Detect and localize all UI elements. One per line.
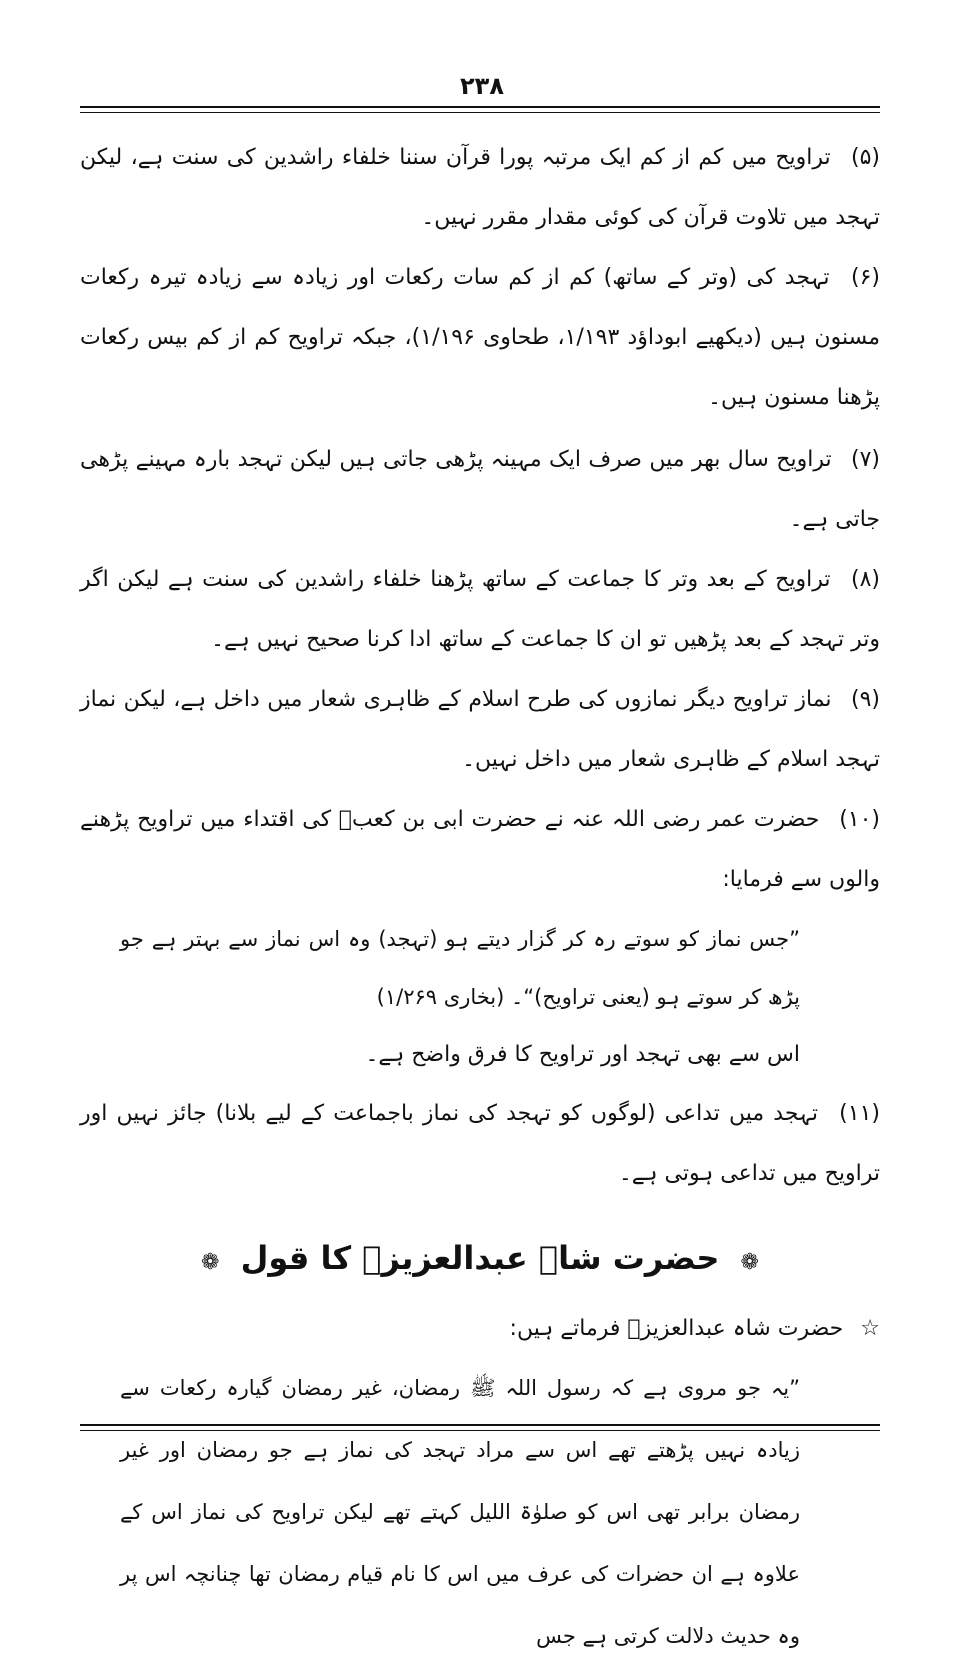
quote-umar: ”جس نماز کو سوتے رہ کر گزار دیتے ہو (تہجد) وہ اس نماز سے بہتر ہے جو پڑھ کر سوتے ہو (یعنی تراویح)“۔ (بخاری ۱/۲۶۹)	[120, 927, 800, 1009]
paragraph-6	[80, 248, 880, 428]
paragraph-text: تراویح میں کم از کم ایک مرتبہ پورا قرآن سننا خلفاء راشدین کی سنت ہے، لیکن تہجد میں تلاوت قرآن کی کوئی مقدار مقرر نہیں۔	[80, 145, 880, 230]
section-intro	[80, 1301, 880, 1357]
paragraph-10	[80, 790, 880, 910]
star-icon: ☆	[860, 1316, 880, 1341]
paragraph-8	[80, 550, 880, 670]
top-rule-thick	[80, 106, 880, 108]
section-heading	[80, 1228, 880, 1293]
ornament-icon: ❁	[740, 1250, 759, 1275]
paragraph-number: (۸)	[850, 567, 880, 592]
bottom-rule-thin	[80, 1430, 880, 1431]
paragraph-number: (۹)	[850, 687, 880, 712]
paragraph-number: (۱۱)	[839, 1101, 880, 1126]
paragraph-number: (۵)	[850, 145, 880, 170]
paragraph-text: نماز تراویح دیگر نمازوں کی طرح اسلام کے ظاہری شعار میں داخل ہے، لیکن نماز تہجد اسلام کے ظاہری شعار میں داخل نہیں۔	[80, 687, 880, 772]
paragraph-11	[80, 1084, 880, 1204]
paragraph-number: (۶)	[850, 265, 880, 290]
page-number: ۲۳۸	[460, 72, 504, 100]
paragraph-number: (۱۰)	[839, 807, 881, 832]
paragraph-9	[80, 670, 880, 790]
page-body	[80, 128, 881, 1648]
paragraph-text: تہجد کی (وتر کے ساتھ) کم از کم سات رکعات اور زیادہ سے زیادہ تیرہ رکعات مسنون ہیں (دیکھیے ابوداؤد ۱/۱۹۳، طحاوی ۱/۱۹۶)، جبکہ تراویح کم از کم بیس رکعات پڑھنا مسنون ہیں۔	[80, 265, 880, 410]
paragraph-number: (۷)	[851, 447, 881, 472]
paragraph-text: تراویح کے بعد وتر کا جماعت کے ساتھ پڑھنا خلفاء راشدین کی سنت ہے لیکن اگر وتر تہجد کے بعد پڑھیں تو ان کا جماعت کے ساتھ ادا کرنا صحیح نہیں ہے۔	[80, 567, 880, 652]
quote-shah-abdul-aziz: ”یہ جو مروی ہے کہ رسول اللہ ﷺ رمضان، غیر رمضان گیارہ رکعات سے زیادہ نہیں پڑھتے تھے اس سے مراد تہجد کی نماز ہے جو رمضان اور غیر رمضان برابر تھی اس کو صلوٰۃ اللیل کہتے تھے لیکن تراویح کی نماز اس کے علاوہ ہے ان حضرات کی عرف میں اس کا نام قیام رمضان تھا چنانچہ اس پر وہ حدیث دلالت کرتی ہے جس	[120, 1376, 800, 1648]
paragraph-5	[80, 128, 880, 248]
paragraph-text: حضرت عمر رضی اللہ عنہ نے حضرت ابی بن کعبؓ کی اقتداء میں تراویح پڑھنے والوں سے فرمایا:	[80, 807, 880, 892]
conclusion-line: اس سے بھی تہجد اور تراویح کا فرق واضح ہے۔	[365, 1042, 800, 1067]
paragraph-7	[80, 430, 880, 550]
paragraph-text: تراویح سال بھر میں صرف ایک مہینہ پڑھی جاتی ہیں لیکن تہجد بارہ مہینے پڑھی جاتی ہے۔	[80, 447, 880, 532]
top-rule-thin	[80, 112, 880, 113]
paragraph-text: تہجد میں تداعی (لوگوں کو تہجد کی نماز باجماعت کے لیے بلانا) جائز نہیں اور تراویح میں تداعی ہوتی ہے۔	[80, 1101, 880, 1186]
section-intro-text: حضرت شاہ عبدالعزیزؒ فرماتے ہیں:	[509, 1316, 844, 1341]
bottom-rule-thick	[80, 1424, 880, 1426]
section-heading-text: حضرت شاہ عبدالعزیزؒ کا قول	[240, 1239, 720, 1277]
ornament-icon: ❁	[201, 1250, 220, 1275]
